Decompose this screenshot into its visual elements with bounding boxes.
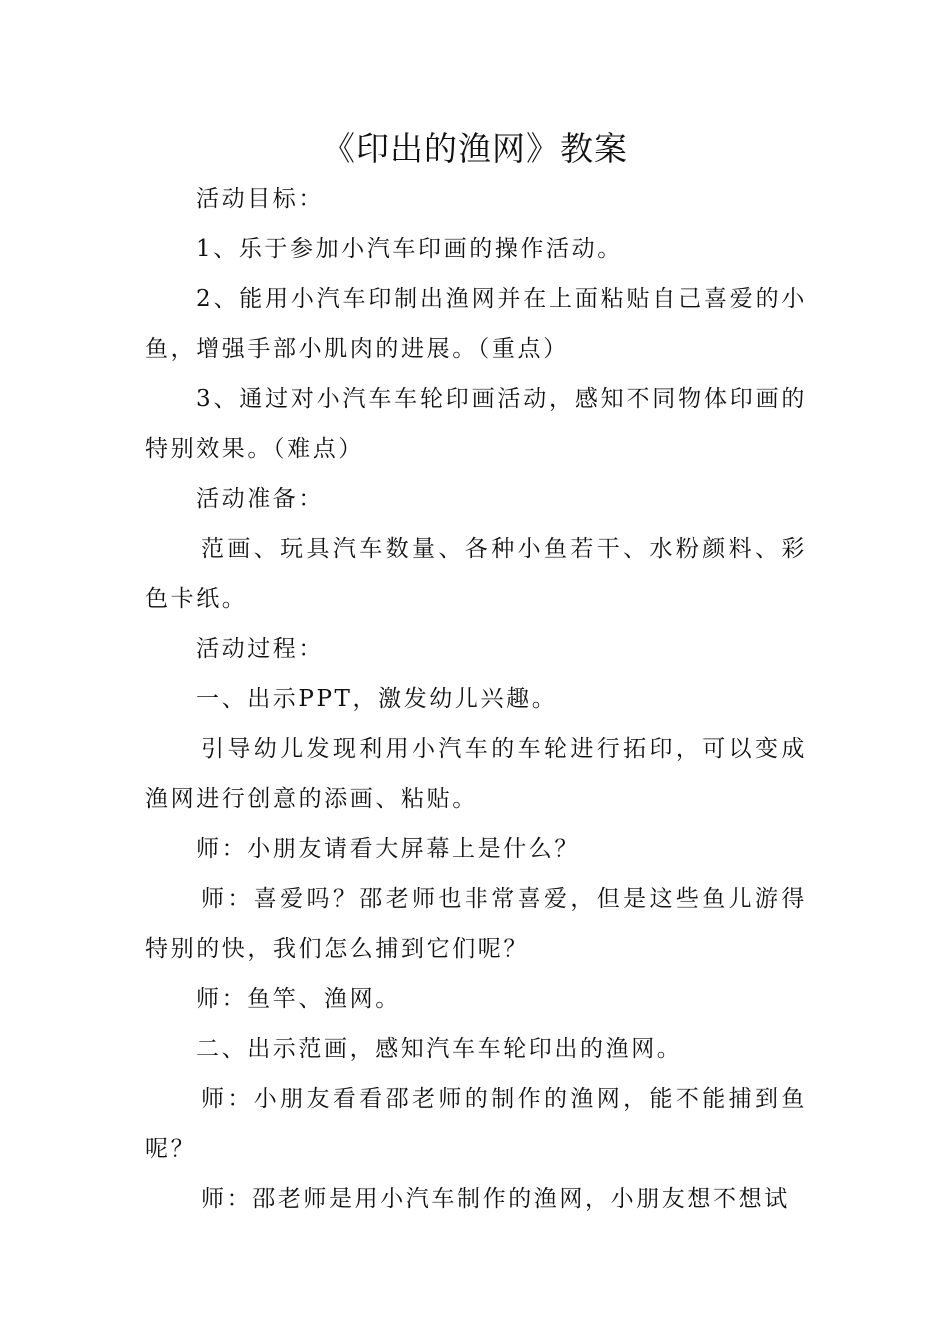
teacher-line-3: 师：鱼竿、渔网。	[196, 986, 401, 1012]
section-heading-preparation: 活动准备：	[196, 486, 324, 512]
document-title: 《印出的渔网》教案	[322, 129, 628, 168]
goal-item-2: 2、能用小汽车印制出渔网并在上面粘贴自己喜爱的小鱼，增强手部小肌肉的进展。（重点）	[145, 286, 807, 362]
teacher-line-1: 师：小朋友请看大屏幕上是什么？	[196, 836, 580, 862]
teacher-line-2: 师：喜爱吗？邵老师也非常喜爱，但是这些鱼儿游得特别的快，我们怎么捕到它们呢？	[145, 886, 807, 962]
process-step-1: 一、出示PPT，激发幼儿兴趣。	[196, 686, 558, 712]
section-heading-goals: 活动目标：	[196, 186, 324, 212]
teacher-line-4: 师：小朋友看看邵老师的制作的渔网，能不能捕到鱼呢？	[145, 1086, 807, 1162]
process-step-1-detail: 引导幼儿发现利用小汽车的车轮进行拓印，可以变成渔网进行创意的添画、粘贴。	[145, 736, 807, 812]
goal-item-3: 3、通过对小汽车车轮印画活动，感知不同物体印画的特别效果。（难点）	[145, 386, 807, 462]
section-heading-process: 活动过程：	[196, 636, 324, 662]
process-step-2: 二、出示范画，感知汽车车轮印出的渔网。	[196, 1036, 683, 1062]
preparation-text: 范画、玩具汽车数量、各种小鱼若干、水粉颜料、彩色卡纸。	[145, 536, 807, 612]
teacher-line-5: 师：邵老师是用小汽车制作的渔网，小朋友想不想试	[201, 1186, 790, 1212]
goal-item-1: 1、乐于参加小汽车印画的操作活动。	[196, 236, 623, 262]
